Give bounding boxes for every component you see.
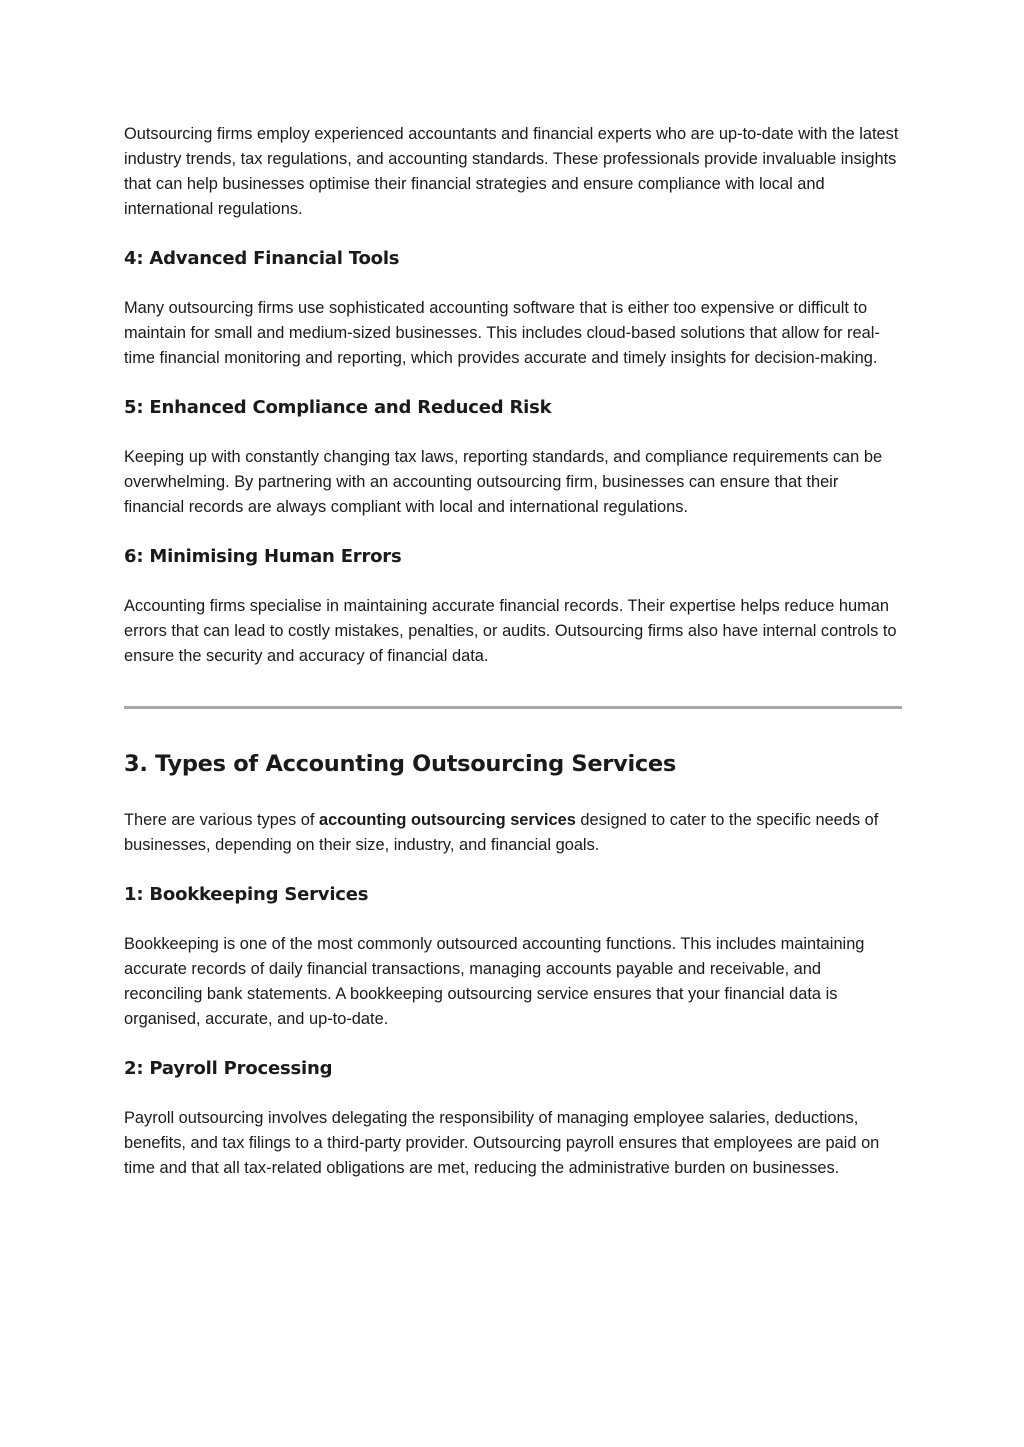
paragraph-advanced-financial-tools: Many outsourcing firms use sophisticated accounting software that is either too expensive or difficult to maintain for small and medium-sized businesses. This includes cloud-based solutions that allow for real-time financial monitoring and reporting, which provides accurate and timely insights for decision-making. (124, 299, 880, 367)
intro-text-before: There are various types of (124, 811, 319, 829)
paragraph-minimising-human-errors: Accounting firms specialise in maintaining accurate financial records. Their expertise helps reduce human errors that can lead to costly mistakes, penalties, or audits. Outsourcing firms also have internal controls to ensure the security and accuracy of financial data. (124, 597, 897, 665)
document-page (124, 122, 902, 1181)
section-intro-paragraph (124, 808, 902, 858)
intro-text-after: designed to cater to the specific needs of businesses, depending on their size, industry, and financial goals. (124, 811, 879, 854)
paragraph-bookkeeping-services: Bookkeeping is one of the most commonly outsourced accounting functions. This includes maintaining accurate records of daily financial transactions, managing accounts payable and receivable, and reconciling bank statements. A bookkeeping outsourcing service ensures that your financial data is organised, accurate, and up-to-date. (124, 935, 865, 1028)
section-title-types-of-services: 3. Types of Accounting Outsourcing Services (124, 751, 676, 777)
intro-bold-phrase: accounting outsourcing services (318, 811, 576, 829)
heading-advanced-financial-tools: 4: Advanced Financial Tools (124, 248, 400, 269)
heading-enhanced-compliance: 5: Enhanced Compliance and Reduced Risk (124, 397, 552, 418)
paragraph-enhanced-compliance: Keeping up with constantly changing tax laws, reporting standards, and compliance requirements can be overwhelming. By partnering with an accounting outsourcing firm, businesses can ensure that their financial records are always compliant with local and international regulations. (124, 448, 883, 516)
paragraph-payroll-processing: Payroll outsourcing involves delegating the responsibility of managing employee salaries, deductions, benefits, and tax filings to a third-party provider. Outsourcing payroll ensures that employees are paid on time and that all tax-related obligations are met, reducing the administrative burden on businesses. (124, 1109, 880, 1177)
heading-payroll-processing: 2: Payroll Processing (124, 1058, 333, 1079)
heading-minimising-human-errors: 6: Minimising Human Errors (124, 546, 402, 567)
intro-paragraph: Outsourcing firms employ experienced accountants and financial experts who are up-to-date with the latest industry trends, tax regulations, and accounting standards. These professionals provide invaluable insights that can help businesses optimise their financial strategies and ensure compliance with local and international regulations. (124, 125, 899, 218)
heading-bookkeeping-services: 1: Bookkeeping Services (124, 884, 369, 905)
